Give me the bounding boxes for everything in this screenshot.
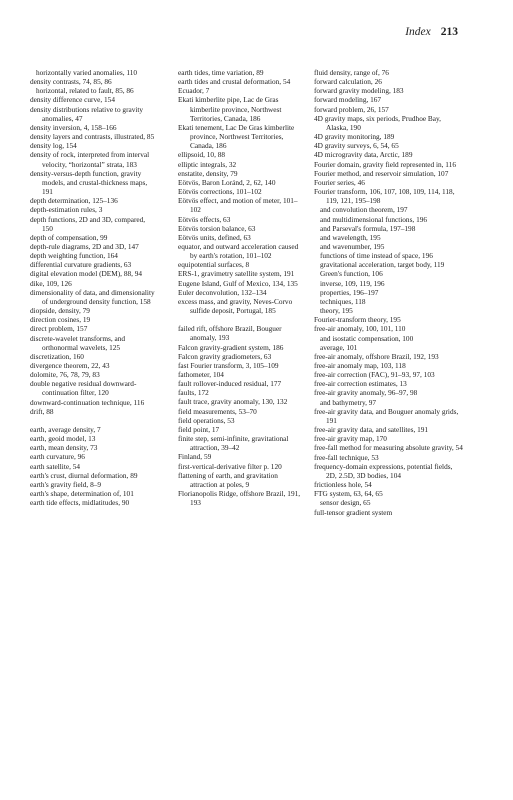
index-entry: free-air gravity anomaly, 96–97, 98 [314,388,418,398]
index-entry: earth's crust, diurnal deformation, 89 [30,470,138,480]
index-entry: equator, and outward acceleration caused by earth's rotation, 101–102 [178,241,299,261]
index-entry: earth curvature, 96 [30,452,85,462]
index-entry: depth determination, 125–136 [30,196,118,206]
index-entry: dike, 109, 126 [30,278,72,288]
index-subentry: gravitational acceleration, target body, 119 [320,260,445,270]
index-entry: FTG system, 63, 64, 65 [314,489,383,499]
index-subentry: theory, 195 [320,306,353,316]
index-entry: free-air correction estimates, 13 [314,379,407,389]
index-subentry: inverse, 109, 119, 196 [320,278,385,288]
index-entry: 4D gravity surveys, 6, 54, 65 [314,141,399,151]
index-entry: equipotential surfaces, 8 [178,260,250,270]
index-entry: free-air anomaly, offshore Brazil, 192, 193 [314,351,439,361]
index-entry: forward modeling, 167 [314,95,382,105]
index-entry: dolomite, 76, 78, 79, 83 [30,370,100,380]
index-subentry: and Parseval's formula, 197–198 [320,223,416,233]
index-entry: earth tides and crustal deformation, 54 [178,77,291,87]
index-entry: Falcon gravity-gradient system, 186 [178,342,284,352]
index-subentry: horizontal, related to fault, 85, 86 [36,86,134,96]
index-entry: Fourier domain, gravity field represented in, 116 [314,159,456,169]
index-entry: Fourier series, 46 [314,177,365,187]
index-entry: 4D gravity maps, six periods, Prudhoe Bay, Alaska, 190 [314,113,442,132]
index-entry: free-air gravity map, 170 [314,434,387,444]
index-entry: fast Fourier transform, 3, 105–109 [178,360,279,370]
index-entry: free-air anomaly, 100, 101, 110 [314,324,406,334]
index-entry: Eötvös units, defined, 63 [178,232,251,242]
index-entry: excess mass, and gravity, Neves-Corvo sulfide deposit, Portugal, 185 [178,296,293,316]
index-subentry: Green's function, 106 [320,269,383,279]
index-entry: 4D gravity monitoring, 189 [314,132,395,142]
index-subentry: sensor design, 65 [320,498,371,508]
index-entry: earth, average density, 7 [30,424,101,434]
index-entry: frictionless hole, 54 [314,480,372,490]
index-entry: digital elevation model (DEM), 88, 94 [30,269,143,279]
index-entry: depth-estimation rules, 3 [30,205,103,215]
index-entry: direct problem, 157 [30,324,88,334]
index-entry: divergence theorem, 22, 43 [30,361,110,370]
index-entry: Finland, 59 [178,452,212,462]
index-entry: Ecuador, 7 [178,86,210,96]
index-entry: Falcon gravity gradiometers, 63 [178,351,272,361]
index-subentry: and isostatic compensation, 100 [320,333,414,343]
index-entry: dimensionality of data, and dimensionality of underground density function, 158 [30,287,155,306]
index-entry: earth satellite, 54 [30,461,81,471]
index-entry: forward problem, 26, 157 [314,104,389,114]
index-entry: Eötvös effect, and motion of meter, 101–102 [178,196,298,215]
index-entry: density layers and contrasts, illustrated, 85 [30,132,155,142]
index-entry: Eötvös corrections, 101–102 [178,187,262,197]
index-entry: free-air correction (FAC), 91–93, 97, 103 [314,370,435,380]
index-entry: flattening of earth, and gravitation attraction at poles, 9 [178,470,278,489]
index-subentry: average, 101 [320,342,358,352]
index-entry: failed rift, offshore Brazil, Bouguer anomaly, 193 [178,324,282,343]
index-entry: Florianopolis Ridge, offshore Brazil, 191, 193 [178,489,301,508]
page-number: 213 [440,26,458,38]
index-entry: density distributions relative to gravity anomalies, 47 [30,104,144,123]
index-entry: density of rock, interpreted from interval velocity, “horizontal” strata, 183 [30,150,150,169]
index-subentry: properties, 196–197 [320,287,379,297]
index-entry: free-air gravity data, and satellites, 191 [314,425,429,435]
index-entry: free-air gravity data, and Bouguer anomaly grids, 191 [314,406,459,425]
index-entry: earth tide effects, midlatitudes, 90 [30,498,130,508]
index-entry: density inversion, 4, 158–166 [30,122,117,132]
index-entry: earth tides, time variation, 89 [178,68,264,77]
index-entry: earth, geoid model, 13 [30,434,96,444]
index-entry: discretization, 160 [30,351,84,361]
index-entry: ERS-1, gravimetry satellite system, 191 [178,269,295,279]
index-entry: depth-rule diagrams, 2D and 3D, 147 [30,241,139,251]
index-entry: forward gravity modeling, 183 [314,86,404,96]
index-subentry: and multidimensional functions, 196 [320,214,428,224]
index-entry: frequency-domain expressions, potential fields, 2D, 2.5D, 3D bodies, 104 [314,461,453,480]
index-entry: free-fall method for measuring absolute gravity, 54 [314,443,463,453]
index-column-1 [30,68,156,507]
index-subentry: techniques, 118 [320,296,366,306]
index-subentry: horizontally varied anomalies, 110 [36,68,138,77]
index-entry: Eötvös effects, 63 [178,214,231,224]
index-subentry: and wavenumber, 195 [320,241,385,251]
index-subentry: and bathymetry, 97 [320,397,377,407]
index-entry: discrete-wavelet transforms, and orthonormal wavelets, 125 [30,333,126,352]
index-entry: fluid density, range of, 76 [314,68,389,77]
index-entry: field operations, 53 [178,415,235,425]
running-head-section: Index [405,26,431,38]
index-entry: Fourier method, and reservoir simulation, 107 [314,168,449,178]
section-gap [30,416,156,425]
index-entry: Eugene Island, Gulf of Mexico, 134, 135 [178,278,298,288]
index-entry: drift, 88 [30,406,54,416]
index-entry: density log, 154 [30,141,77,151]
index-entry: Ekati tenement, Lac De Gras kimberlite province, Northwest Territories, Canada, 186 [178,122,295,151]
index-entry: double negative residual downward-continuation filter, 120 [30,379,137,398]
index-entry: density contrasts, 74, 85, 86 [30,77,112,87]
page-header [0,26,458,38]
index-entry: forward calculation, 26 [314,77,382,87]
index-entry: 4D microgravity data, Arctic, 189 [314,150,413,160]
index-entry: Fourier transform, 106, 107, 108, 109, 114, 118, 119, 121, 195–198 [314,187,455,206]
index-entry: depth functions, 2D and 3D, compared, 150 [30,214,146,233]
index-entry: Euler deconvolution, 132–134 [178,287,267,297]
index-entry: elliptic integrals, 32 [178,159,237,169]
index-entry: field point, 17 [178,424,220,434]
index-subentry: and wavelength, 195 [320,232,381,242]
index-entry: Eötvös torsion balance, 63 [178,223,256,233]
index-entry: earth's shape, determination of, 101 [30,489,134,499]
index-entry: full-tensor gradient system [314,507,393,517]
index-subentry: and convolution theorem, 197 [320,205,408,215]
index-entry: Fourier-transform theory, 195 [314,315,401,325]
index-entry: field measurements, 53–70 [178,406,257,416]
index-entry: first-vertical-derivative filter p. 120 [178,461,282,471]
index-entry: fathometer, 104 [178,370,224,379]
index-entry: density difference curve, 154 [30,95,115,105]
index-entry: Eötvös, Baron Loránd, 2, 62, 140 [178,177,276,187]
index-entry: free-air anomaly map, 103, 118 [314,361,406,370]
index-entry: free-fall technique, 53 [314,452,379,462]
index-entry: density-versus-depth function, gravity models, and crustal-thickness maps, 191 [30,168,148,197]
index-entry: earth, mean density, 73 [30,443,98,453]
index-entry: earth's gravity field, 8–9 [30,479,102,489]
index-entry: fault rollover-induced residual, 177 [178,379,282,389]
index-entry: Ekati kimberlite pipe, Lac de Gras kimberlite province, Northwest Territories, Canada, 186 [178,95,282,123]
section-gap [178,315,304,324]
index-entry: depth weighting function, 164 [30,251,118,261]
index-entry: differential curvature gradients, 63 [30,260,132,270]
index-subentry: functions of time instead of space, 196 [320,251,433,261]
index-column-2 [178,68,304,507]
index-entry: faults, 172 [178,388,209,398]
index-entry: ellipsoid, 10, 88 [178,150,226,160]
index-entry: fault trace, gravity anomaly, 130, 132 [178,397,288,407]
index-entry: depth of compensation, 99 [30,232,108,242]
index-entry: downward-continuation technique, 116 [30,397,145,407]
index-column-3 [314,68,464,517]
index-entry: diopside, density, 79 [30,306,90,316]
index-entry: direction cosines, 19 [30,315,91,325]
index-entry: enstatite, density, 79 [178,168,238,178]
index-entry: finite step, semi-infinite, gravitational attraction, 39–42 [178,434,289,453]
